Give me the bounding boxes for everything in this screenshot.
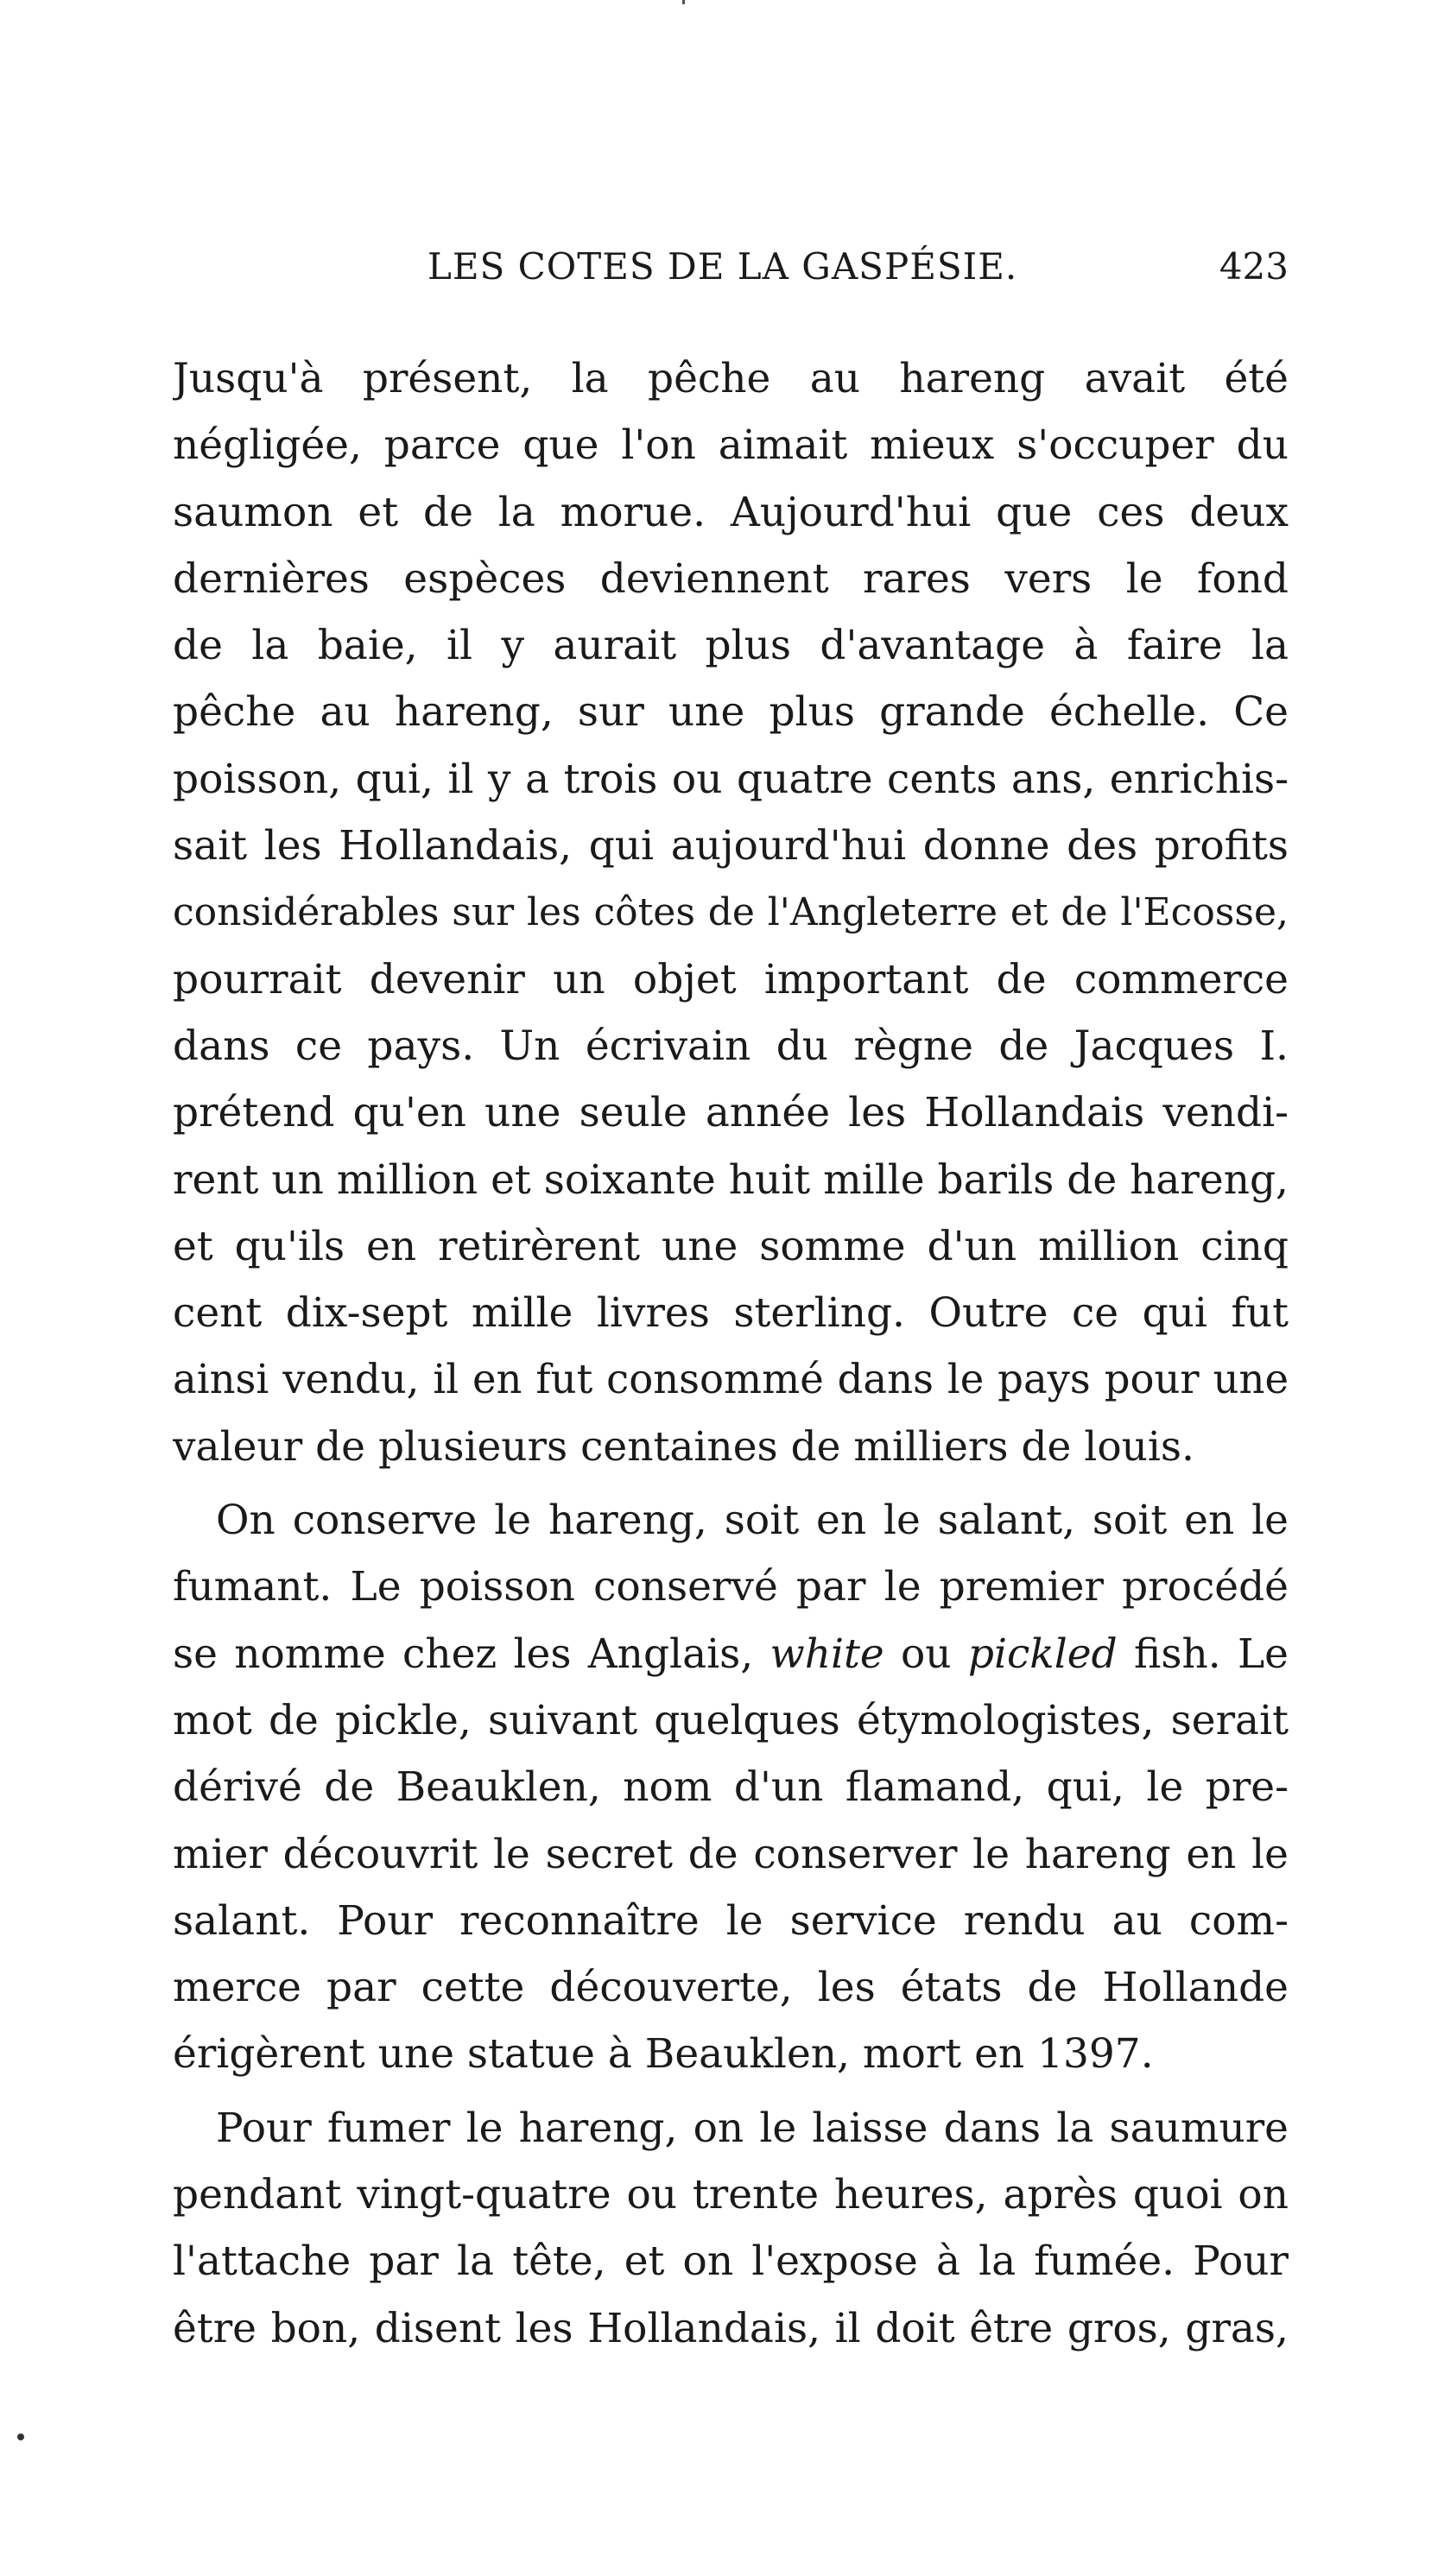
text-line: valeur de plusieurs centaines de milliers de louis. (173, 1422, 1194, 1471)
text-line: pêche au hareng, sur une plus grande échelle. Ce (173, 688, 1289, 737)
text-line: Pour fumer le hareng, on le laisse dans la saumure (216, 2104, 1289, 2152)
text-run: fish. Le (1117, 1630, 1289, 1678)
text-line: de la baie, il y aurait plus d'avantage à faire la (173, 622, 1289, 670)
paragraph-1 (173, 345, 1289, 1480)
text-line: négligée, parce que l'on aimait mieux s'occuper du (173, 421, 1289, 470)
text-line: pourrait devenir un objet important de commerce (173, 955, 1289, 1003)
text-line: pendant vingt-quatre ou trente heures, après quoi on (173, 2171, 1289, 2219)
text-line: mot de pickle, suivant quelques étymologistes, serait (173, 1696, 1289, 1744)
text-line: merce par cette découverte, les états de Hollande (173, 1964, 1289, 2012)
text-run: se nomme chez les Anglais, (173, 1630, 770, 1678)
text-run: ou (884, 1630, 968, 1678)
page-number: 423 (1219, 245, 1289, 288)
body-text (173, 345, 1289, 2369)
text-line: mier découvrit le secret de conserver le hareng en le (173, 1830, 1289, 1878)
italic-term-white: white (770, 1630, 884, 1678)
text-line: être bon, disent les Hollandais, il doit être gros, gras, (173, 2304, 1289, 2352)
text-line: saumon et de la morue. Aujourd'hui que ces deux (173, 488, 1289, 536)
italic-term-pickled: pickled (967, 1630, 1118, 1678)
text-line-with-italics (173, 1621, 1289, 1687)
paragraph-3 (173, 2095, 1289, 2362)
text-line: fumant. Le poisson conservé par le premier procédé (173, 1563, 1289, 1611)
running-head (173, 245, 1289, 297)
text-line: poisson, qui, il y a trois ou quatre cents ans, enrichis- (173, 755, 1289, 803)
text-line: sait les Hollandais, qui aujourd'hui donne des profits (173, 822, 1289, 870)
text-line: prétend qu'en une seule année les Hollandais vendi- (173, 1089, 1289, 1137)
scan-mark-left (17, 2434, 24, 2440)
text-line: rent un million et soixante huit mille barils de hareng, (173, 1155, 1289, 1204)
text-line: On conserve le hareng, soit en le salant, soit en le (216, 1497, 1289, 1545)
text-line: dans ce pays. Un écrivain du règne de Jacques I. (173, 1022, 1289, 1070)
text-line: salant. Pour reconnaître le service rendu au com- (173, 1896, 1289, 1945)
text-line: dérivé de Beauklen, nom d'un flamand, qui, le pre- (173, 1763, 1289, 1812)
text-line: cent dix-sept mille livres sterling. Outre ce qui fut (173, 1289, 1289, 1338)
text-line: considérables sur les côtes de l'Angleterre et de l'Ecosse, (173, 890, 1289, 935)
text-line: ainsi vendu, il en fut consommé dans le pays pour une (173, 1356, 1289, 1403)
text-line: Jusqu'à présent, la pêche au hareng avait été (173, 355, 1289, 402)
text-line: et qu'ils en retirèrent une somme d'un million cinq (173, 1222, 1289, 1270)
scan-mark-top (682, 0, 685, 4)
text-line: érigèrent une statue à Beauklen, mort en 1397. (173, 2030, 1154, 2079)
text-line: l'attache par la tête, et on l'expose à la fumée. Pour (173, 2237, 1289, 2286)
running-title: LES COTES DE LA GASPÉSIE. (428, 245, 1018, 288)
paragraph-2 (173, 1487, 1289, 2088)
text-line: dernières espèces deviennent rares vers le fond (173, 554, 1289, 603)
